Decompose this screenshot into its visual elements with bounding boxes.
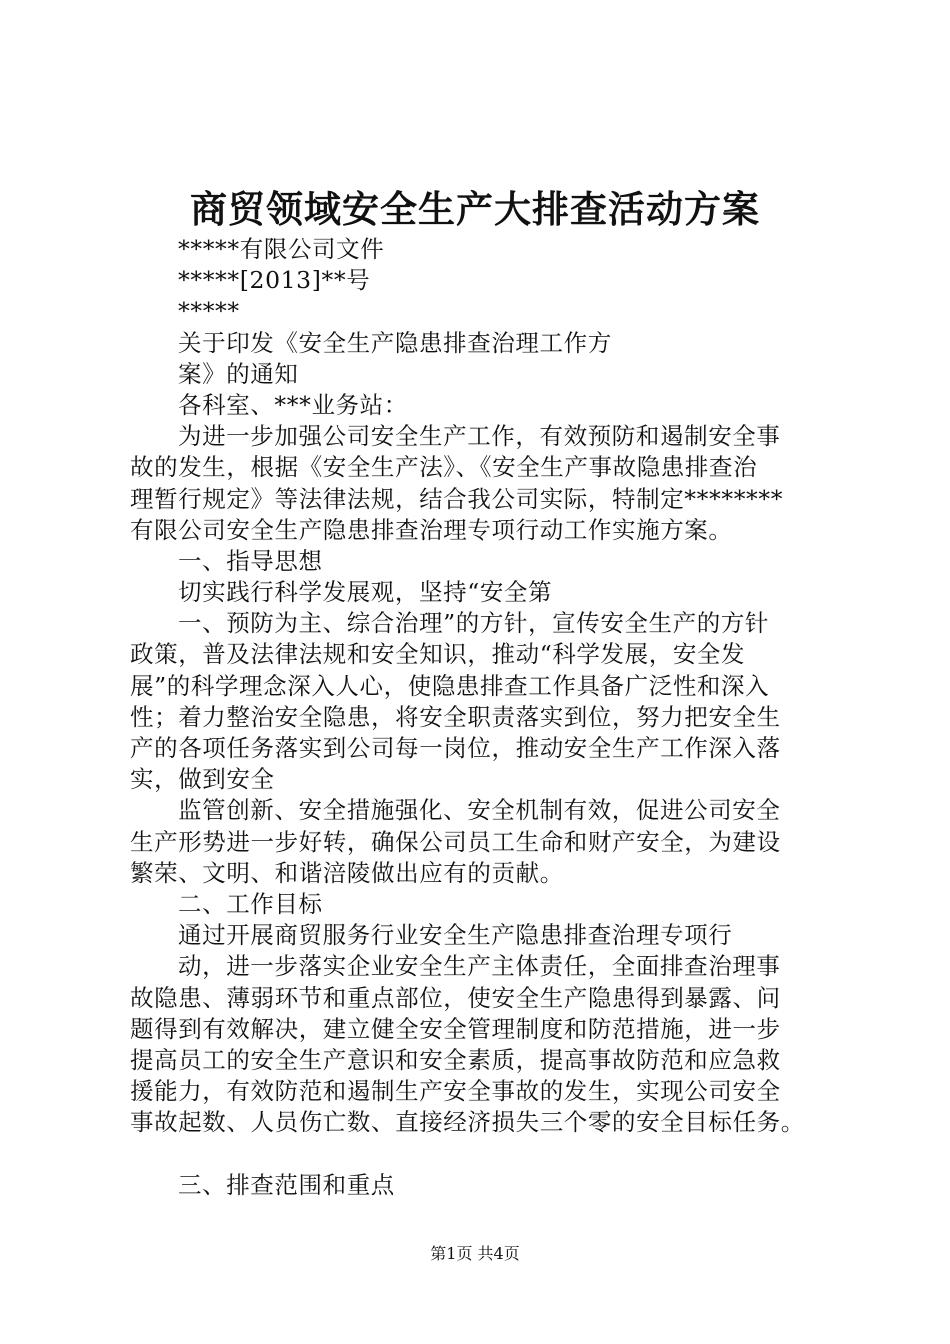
paragraph	[130, 795, 850, 889]
header-line: 案》的通知	[178, 359, 299, 388]
paragraph-first-line: 动，进一步落实企业安全生产主体责任，全面排查治理事	[178, 952, 781, 981]
paragraph-first-line: 一、预防为主、综合治理”的方针，宣传安全生产的方针	[178, 609, 770, 638]
paragraph-line: 事故起数、人员伤亡数、直接经济损失三个零的安全目标任务。	[130, 1108, 805, 1137]
page-footer: 第1页 共4页	[430, 1244, 520, 1263]
header-line: *****[2013]**号	[178, 266, 371, 295]
paragraph	[130, 421, 850, 546]
paragraph-first-line: 切实践行科学发展观，坚持“安全第	[178, 578, 553, 607]
paragraph-line: 展”的科学理念深入人心，使隐患排查工作具备广泛性和深入	[130, 671, 770, 700]
paragraph-line: 繁荣、文明、和谐涪陵做出应有的贡献。	[130, 858, 564, 887]
paragraph-line: 理暂行规定》等法律法规，结合我公司实际，特制定********	[130, 484, 784, 513]
paragraph-first-line: 监管创新、安全措施强化、安全机制有效，促进公司安全	[178, 796, 781, 825]
paragraph-line: 提高员工的安全生产意识和安全素质，提高事故防范和应急救	[130, 1045, 781, 1074]
header-line: *****	[178, 297, 240, 326]
paragraph-line: 故的发生，根据《安全生产法》、《安全生产事故隐患排查治	[130, 453, 758, 482]
paragraph-line: 实，做到安全	[130, 765, 275, 794]
blank-line	[130, 1138, 850, 1169]
paragraph-line: 性；着力整治安全隐患，将安全职责落实到位，努力把安全生	[130, 702, 781, 731]
paragraph-line: 有限公司安全生产隐患排查治理专项行动工作实施方案。	[130, 515, 733, 544]
paragraph-line: 生产形势进一步好转，确保公司员工生命和财产安全，为建设	[130, 827, 781, 856]
paragraph-first-line: 为进一步加强公司安全生产工作，有效预防和遏制安全事	[178, 422, 781, 451]
header-line: 关于印发《安全生产隐患排查治理工作方	[178, 328, 612, 357]
section-heading: 二、工作目标	[178, 889, 323, 918]
header-line: 各科室、***业务站：	[178, 390, 408, 419]
paragraph-line: 题得到有效解决，建立健全安全管理制度和防范措施，进一步	[130, 1014, 781, 1043]
paragraph-line: 援能力，有效防范和遏制生产安全事故的发生，实现公司安全	[130, 1077, 781, 1106]
document-title: 商贸领域安全生产大排查活动方案	[190, 187, 760, 231]
section-heading: 一、指导思想	[178, 546, 323, 575]
paragraph	[130, 608, 850, 795]
paragraph	[130, 951, 850, 1138]
paragraph-first-line: 通过开展商贸服务行业安全生产隐患排查治理专项行	[178, 921, 733, 950]
header-line: *****有限公司文件	[178, 235, 385, 263]
document-body	[130, 234, 850, 1201]
paragraph-line: 政策，普及法律法规和安全知识，推动“科学发展，安全发	[130, 640, 746, 669]
section-heading: 三、排查范围和重点	[178, 1170, 395, 1199]
paragraph-line: 故隐患、薄弱环节和重点部位，使安全生产隐患得到暴露、问	[130, 983, 781, 1012]
paragraph-line: 产的各项任务落实到公司每一岗位，推动安全生产工作深入落	[130, 734, 781, 762]
